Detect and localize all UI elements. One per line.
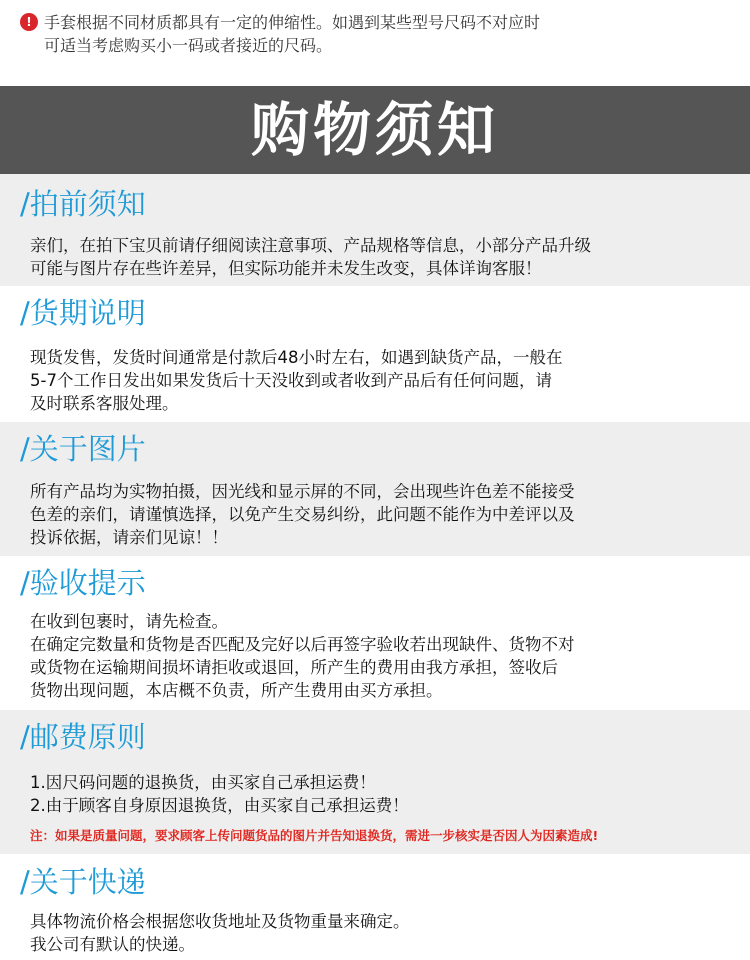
alert-icon: ! [20,13,38,31]
section-body [30,346,563,415]
section-line: 色差的亲们，请谨慎选择，以免产生交易纠纷，此问题不能作为中差评以及 [30,505,575,524]
section-line: 我公司有默认的快递。 [30,935,195,954]
section-body [30,771,409,817]
notice-text [44,11,540,57]
section-line: 或货物在运输期间损坏请拒收或退回，所产生的费用由我方承担，签收后 [30,658,558,677]
section-delivery [0,286,750,422]
section-line: 具体物流价格会根据您收货地址及货物重量来确定。 [30,912,410,931]
section-title: /邮费原则 [20,720,146,754]
section-line: 投诉依据，请亲们见谅！！ [30,528,228,547]
section-line: 现货发售，发货时间通常是付款后48小时左右，如遇到缺货产品，一般在 [30,348,563,367]
section-line: 亲们，在拍下宝贝前请仔细阅读注意事项、产品规格等信息，小部分产品升级 [30,236,591,255]
section-line: 在收到包裹时，请先检查。 [30,612,228,631]
section-body [30,910,410,956]
section-inspection [0,556,750,710]
section-title: /关于快递 [20,865,146,899]
section-line: 1.因尺码问题的退换货，由买家自己承担运费！ [30,773,376,792]
section-line: 2.由于顾客自身原因退换货，由买家自己承担运费！ [30,796,409,815]
notice-line: 可适当考虑购买小一码或者接近的尺码。 [44,36,333,55]
section-line: 在确定完数量和货物是否匹配及完好以后再签字验收若出现缺件、货物不对 [30,635,575,654]
shopping-notice-banner [0,86,750,174]
section-line: 可能与图片存在些许差异，但实际功能并未发生改变，具体详询客服！ [30,259,542,278]
section-line: 所有产品均为实物拍摄，因光线和显示屏的不同，会出现些许色差不能接受 [30,482,575,501]
section-body [30,480,575,549]
section-line: 5-7个工作日发出如果发货后十天没收到或者收到产品后有任何问题，请 [30,371,552,390]
section-express [0,854,750,960]
section-title: /拍前须知 [20,187,146,221]
section-line: 及时联系客服处理。 [30,394,179,413]
section-pictures [0,422,750,556]
section-before-purchase [0,174,750,286]
quality-issue-note: 注：如果是质量问题，要求顾客上传问题货品的图片并告知退换货，需进一步核实是否因人为因素造成! [30,828,599,843]
section-title: /货期说明 [20,296,146,330]
section-shipping-fee [0,710,750,854]
size-notice [0,0,750,86]
section-body [30,610,575,702]
section-line: 货物出现问题，本店概不负责，所产生费用由买方承担。 [30,681,443,700]
banner-title: 购物须知 [250,96,499,164]
section-title: /关于图片 [20,432,146,466]
section-body [30,234,591,280]
section-title: /验收提示 [20,566,146,600]
notice-line: 手套根据不同材质都具有一定的伸缩性。如遇到某些型号尺码不对应时 [44,13,541,32]
